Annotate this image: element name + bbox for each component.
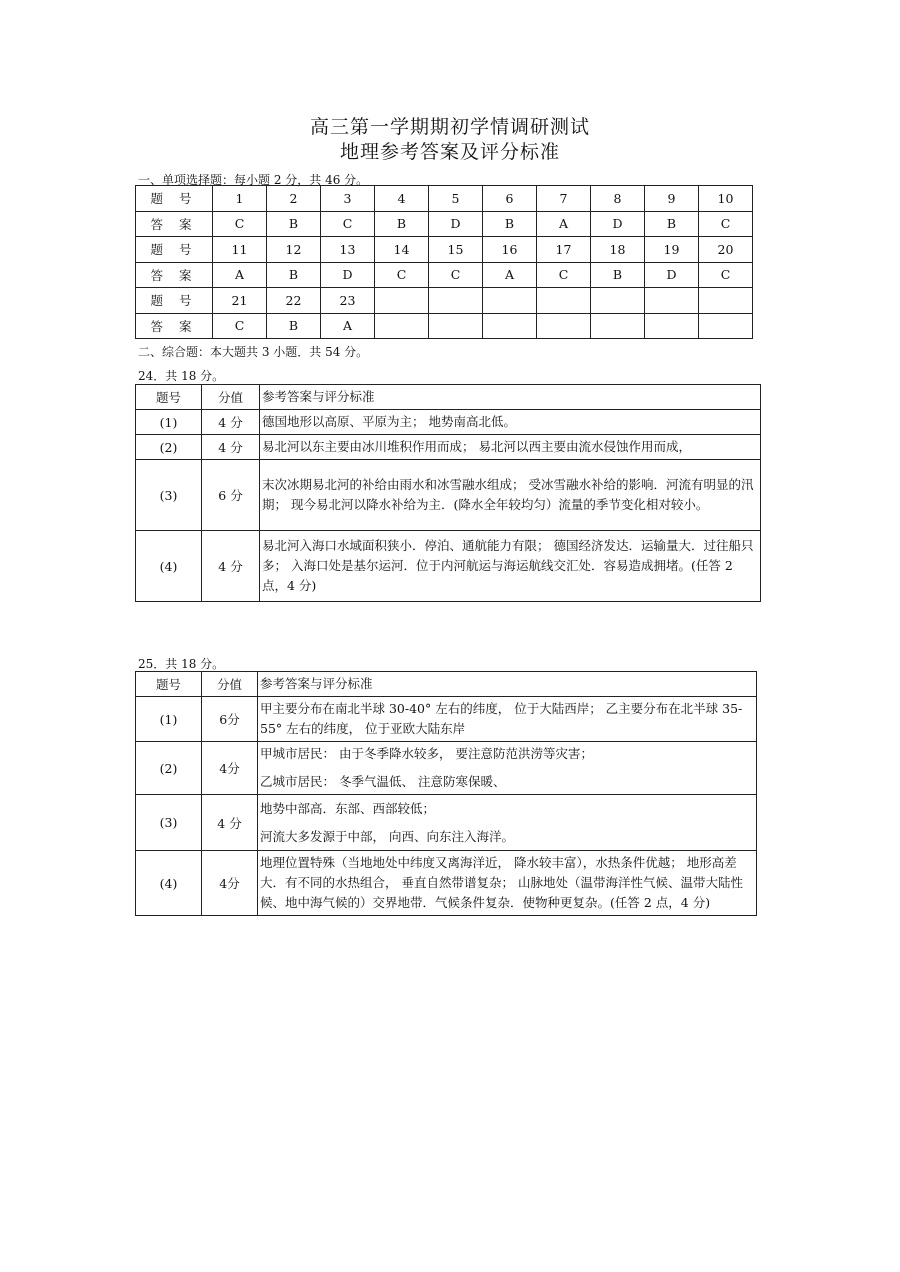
question-number: (2) [136, 435, 202, 460]
answer-cell: B [375, 211, 429, 237]
answer-cell [699, 313, 753, 339]
question-number: (4) [136, 851, 202, 916]
question-number: (1) [136, 697, 202, 742]
answer-cell: 4 [375, 186, 429, 212]
row-label: 答 案 [136, 262, 213, 288]
answer-line: 河流大多发源于中部， 向西、向东注入海洋。 [260, 828, 514, 844]
answer-cell: 18 [591, 237, 645, 263]
answer-grid-row [136, 237, 753, 263]
answer-cell [429, 288, 483, 314]
answer-cell: B [591, 262, 645, 288]
score: 4分 [202, 742, 258, 795]
question-row [136, 410, 761, 435]
answer-grid-row [136, 262, 753, 288]
row-label: 答 案 [136, 313, 213, 339]
answer-cell [483, 288, 537, 314]
score: 4 分 [202, 531, 260, 602]
answer-cell: C [699, 211, 753, 237]
answer-cell: 23 [321, 288, 375, 314]
answer-grid-row [136, 211, 753, 237]
answer-cell: C [429, 262, 483, 288]
column-header: 题号 [136, 672, 202, 697]
answer-cell [591, 288, 645, 314]
answer-cell: 10 [699, 186, 753, 212]
row-label: 题 号 [136, 186, 213, 212]
score: 4分 [202, 851, 258, 916]
answer-cell [483, 313, 537, 339]
answer-text [260, 531, 761, 602]
answer-text [260, 435, 761, 460]
section1-heading: 一、单项选择题：每小题 2 分，共 46 分。 [138, 173, 369, 187]
answer-cell: C [699, 262, 753, 288]
score: 4 分 [202, 795, 258, 851]
row-label: 答 案 [136, 211, 213, 237]
answer-cell [375, 288, 429, 314]
answer-cell [699, 288, 753, 314]
answer-cell: C [537, 262, 591, 288]
answer-cell [591, 313, 645, 339]
answer-line: 甲主要分布在南北半球 30-40° 左右的纬度， 位于大陆西岸； 乙主要分布在北半球 35-55° 左右的纬度， 位于亚欧大陆东岸 [260, 701, 743, 736]
header-row [136, 385, 761, 410]
question-row [136, 851, 757, 916]
answer-cell: 13 [321, 237, 375, 263]
column-header: 参考答案与评分标准 [258, 672, 757, 697]
answer-cell: C [213, 313, 267, 339]
answer-cell [375, 313, 429, 339]
question-row [136, 742, 757, 795]
answer-line: 易北河以东主要由冰川堆积作用而成； 易北河以西主要由流水侵蚀作用而成， [262, 439, 691, 454]
answer-cell: D [321, 262, 375, 288]
header-row [136, 672, 757, 697]
row-label: 题 号 [136, 237, 213, 263]
answer-line: 乙城市居民： 冬季气温低、 注意防寒保暖、 [260, 774, 506, 789]
answer-grid-row [136, 288, 753, 314]
column-header: 分值 [202, 672, 258, 697]
answer-cell: B [645, 211, 699, 237]
answer-cell: A [213, 262, 267, 288]
answer-line: 末次冰期易北河的补给由雨水和冰雪融水组成； 受冰雪融水补给的影响．河流有明显的汛期； 现今易北河以降水补给为主．(降水全年较均匀）流量的季节变化相对较小。 [262, 477, 754, 512]
row-label: 题 号 [136, 288, 213, 314]
column-header: 参考答案与评分标准 [260, 385, 761, 410]
answer-grid-row [136, 313, 753, 339]
answer-cell [645, 288, 699, 314]
answer-cell: 17 [537, 237, 591, 263]
answer-text [258, 851, 757, 916]
answer-line: 地理位置特殊（当地地处中纬度又离海洋近， 降水较丰富），水热条件优越； 地形高差大．有不同的水热组合， 垂直自然带谱复杂； 山脉地处（温带海洋性气候、温带大陆性候、地中海气候的）交界地带．气候条件复杂．使物种更复杂。(任答 2 点，4 分) [260, 855, 743, 910]
question-row [136, 435, 761, 460]
answer-cell: B [267, 313, 321, 339]
answer-line: 地势中部高．东部、西部较低； [260, 800, 436, 816]
score: 4 分 [202, 410, 260, 435]
answer-cell: B [267, 262, 321, 288]
question-number: (4) [136, 531, 202, 602]
question-number: (3) [136, 460, 202, 531]
multiple-choice-table [135, 185, 753, 339]
answer-cell: 11 [213, 237, 267, 263]
answer-cell: 5 [429, 186, 483, 212]
answer-cell: 20 [699, 237, 753, 263]
answer-line: 甲城市居民： 由于冬季降水较多， 要注意防范洪涝等灾害； [260, 746, 593, 761]
answer-cell [537, 288, 591, 314]
answer-cell: 2 [267, 186, 321, 212]
answer-cell: 12 [267, 237, 321, 263]
answer-text [258, 742, 757, 795]
answer-cell: 6 [483, 186, 537, 212]
answer-line: 易北河入海口水域面积狭小．停泊、通航能力有限； 德国经济发达．运输量大．过往船只多； 入海口处是基尔运河．位于内河航运与海运航线交汇处．容易造成拥堵。(任答 2 点，4 分) [262, 538, 754, 593]
answer-text [260, 410, 761, 435]
answer-cell: 1 [213, 186, 267, 212]
score: 6 分 [202, 460, 260, 531]
answer-line: 德国地形以高原、平原为主； 地势南高北低。 [262, 414, 516, 429]
question-row [136, 795, 757, 851]
answer-cell: 7 [537, 186, 591, 212]
score: 6分 [202, 697, 258, 742]
answer-cell [537, 313, 591, 339]
answer-cell: D [645, 262, 699, 288]
q25-heading: 25．共 18 分。 [138, 657, 225, 671]
answer-cell: D [429, 211, 483, 237]
answer-cell: C [375, 262, 429, 288]
question-number: (3) [136, 795, 202, 851]
question-row [136, 697, 757, 742]
answer-cell: A [483, 262, 537, 288]
answer-cell: 22 [267, 288, 321, 314]
answer-cell: 9 [645, 186, 699, 212]
question-number: (2) [136, 742, 202, 795]
page-title: 高三第一学期期初学情调研测试 [309, 116, 590, 138]
answer-cell: A [321, 313, 375, 339]
question-number: (1) [136, 410, 202, 435]
answer-cell: 14 [375, 237, 429, 263]
question-row [136, 460, 761, 531]
q24-table [135, 384, 761, 602]
answer-cell: 15 [429, 237, 483, 263]
answer-cell: 19 [645, 237, 699, 263]
page-subtitle: 地理参考答案及评分标准 [339, 141, 560, 163]
answer-cell: C [213, 211, 267, 237]
question-row [136, 531, 761, 602]
answer-cell [429, 313, 483, 339]
answer-cell: 8 [591, 186, 645, 212]
answer-text [258, 795, 757, 851]
score: 4 分 [202, 435, 260, 460]
answer-cell: 3 [321, 186, 375, 212]
column-header: 分值 [202, 385, 260, 410]
answer-cell [645, 313, 699, 339]
answer-cell: B [483, 211, 537, 237]
column-header: 题号 [136, 385, 202, 410]
answer-cell: C [321, 211, 375, 237]
q24-heading: 24．共 18 分。 [138, 369, 225, 383]
answer-text [258, 697, 757, 742]
answer-cell: D [591, 211, 645, 237]
q25-table [135, 671, 757, 916]
answer-cell: A [537, 211, 591, 237]
answer-cell: B [267, 211, 321, 237]
answer-cell: 21 [213, 288, 267, 314]
section2-heading: 二、综合题：本大题共 3 小题．共 54 分。 [138, 345, 369, 359]
answer-text [260, 460, 761, 531]
answer-cell: 16 [483, 237, 537, 263]
answer-grid-row [136, 186, 753, 212]
